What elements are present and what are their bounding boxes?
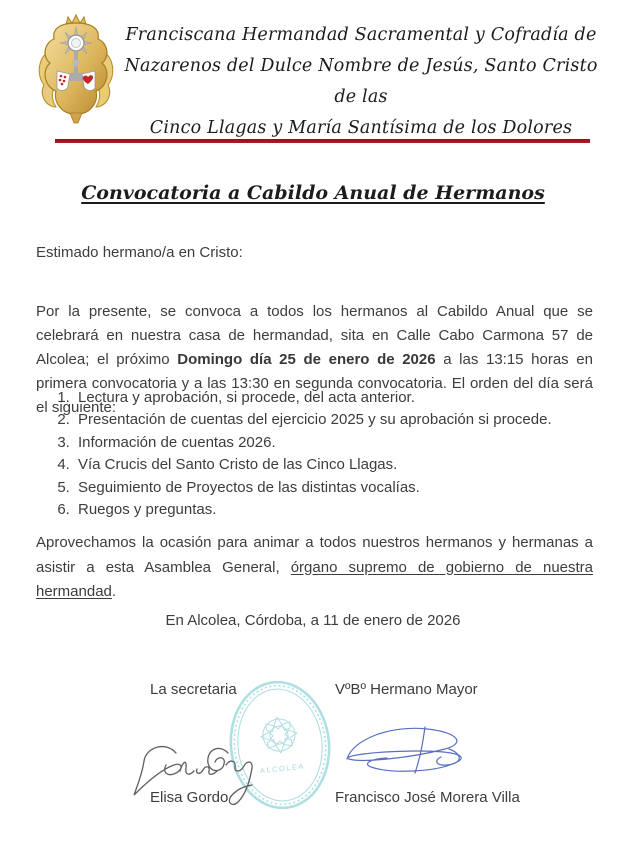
- stamp-center-text: ALCOLEA: [259, 761, 306, 776]
- body-text: Por la presente, se convoca a todos los hermanos al Cabildo Anual que se celebrará en nuestra casa de hermandad, sita en Calle Cabo Carmona 57 de Alcolea; el próximo: [36, 303, 593, 368]
- agenda-item: 2. Presentación de cuentas del ejercicio 2025 y su aprobación si procede.: [74, 409, 552, 431]
- document-title: Convocatoria a Cabildo Anual de Hermanos: [81, 182, 545, 204]
- agenda-item: 3. Información de cuentas 2026.: [74, 432, 552, 454]
- agenda-list: [36, 387, 552, 521]
- salutation: Estimado hermano/a en Cristo:: [36, 244, 243, 261]
- signature-role-hermano-mayor: VºBº Hermano Mayor: [335, 681, 478, 698]
- agenda-item: 5. Seguimiento de Proyectos de las distintas vocalías.: [74, 477, 552, 499]
- agenda-item: 6. Ruegos y preguntas.: [74, 499, 552, 521]
- body-text-bold-date: Domingo día 25 de enero de 2026: [177, 351, 436, 368]
- agenda-item: 4. Vía Crucis del Santo Cristo de las Cinco Llagas.: [74, 454, 552, 476]
- signature-name-secretary: Elisa Gordo: [150, 789, 229, 806]
- org-name: [118, 20, 604, 144]
- hermano-mayor-signature-icon: [333, 721, 475, 781]
- org-name-line: Franciscana Hermandad Sacramental y Cofradía de: [125, 25, 597, 45]
- org-name-line: Nazarenos del Dulce Nombre de Jesús, Santo Cristo de las: [124, 56, 598, 107]
- signature-role-secretary: La secretaria: [150, 681, 237, 698]
- signature-name-hermano-mayor: Francisco José Morera Villa: [335, 789, 520, 806]
- closing-text: Aprovechamos la ocasión para animar a todos nuestros hermanos y hermanas a asistir a esta Asamblea General,: [36, 534, 593, 576]
- closing-text: .: [111, 583, 117, 600]
- body-text: a las 13:15 horas en primera convocatoria y a las 13:30 en segunda convocatoria. El orden del día será el siguiente:: [36, 351, 593, 416]
- header-divider-rule: [55, 139, 590, 143]
- hermandad-crest-icon: [36, 13, 116, 127]
- agenda-item: 1. Lectura y aprobación, si procede, del acta anterior.: [74, 387, 552, 409]
- org-name-line: Cinco Llagas y María Santísima de los Dolores: [149, 118, 573, 138]
- dateline: En Alcolea, Córdoba, a 11 de enero de 2026: [165, 612, 461, 629]
- closing-text-underlined: órgano supremo de gobierno de nuestra hermandad: [36, 558, 594, 600]
- closing-paragraph: [36, 531, 593, 605]
